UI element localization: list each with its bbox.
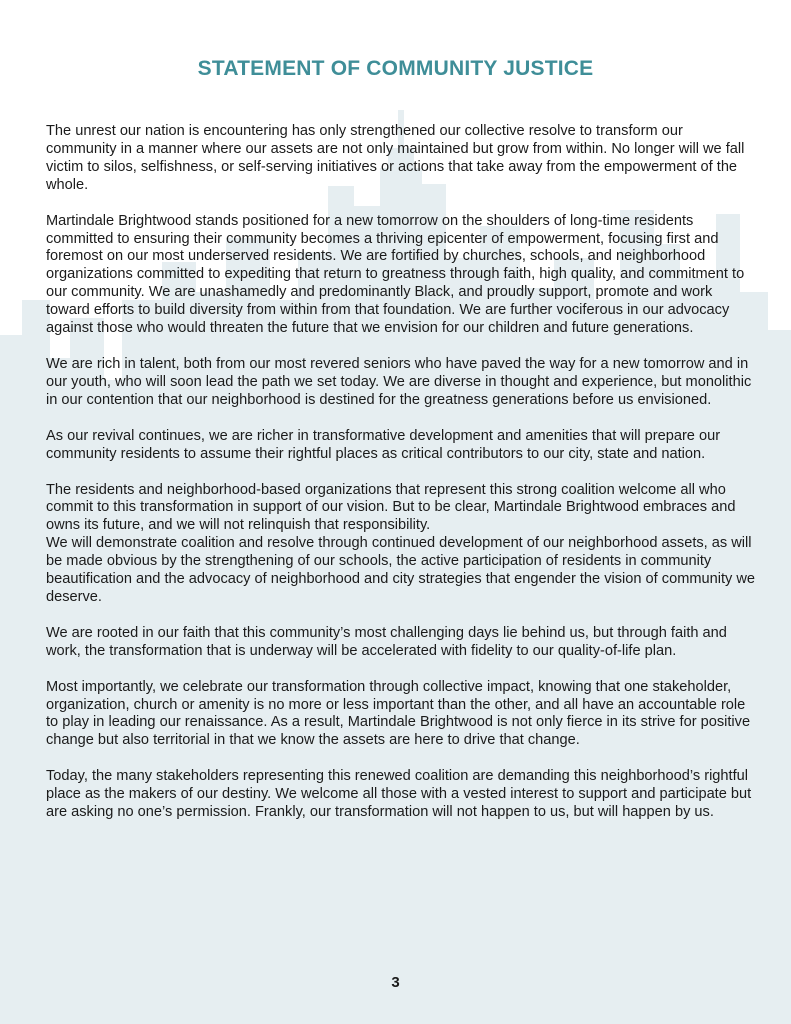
paragraph-3: We are rich in talent, both from our most revered seniors who have paved the way for a new tomorrow and in our youth, who will soon lead the path we set today. We are diverse in thought and experience, but monolithic in our contention that our neighborhood is destined for the greatness generations before us envisioned. [46,355,752,408]
page-number: 3 [391,974,400,991]
paragraph-4: As our revival continues, we are richer in transformative development and amenities that will prepare our community residents to assume their rightful places as critical contributors to our city, state and nation. [46,427,721,462]
paragraph-8: Most importantly, we celebrate our transformation through collective impact, knowing that one stakeholder, organization, church or amenity is no more or less important than the other, and all have an accountable role to play in leading our renaissance. As a result, Martindale Brightwood is not only fierce in its strive for positive change but also territorial in that we know the assets are here to drive that change. [46,678,751,749]
paragraph-1: The unrest our nation is encountering has only strengthened our collective resolve to transform our community in a manner where our assets are not only maintained but grow from within. No longer will we fall victim to silos, selfishness, or self-serving initiatives or actions that take away from the empowerment of the whole. [46,123,745,193]
paragraph-2: Martindale Brightwood stands positioned for a new tomorrow on the shoulders of long-time residents committed to ensuring their community becomes a thriving epicenter of empowerment, focusing first and foremost on our most underserved residents. We are fortified by churches, schools, and neighborhood organizations committed to expediting that return to greatness through faith, high quality, and commitment to our community. We are unashamedly and predominantly Black, and proudly support, promote and work toward efforts to build diversity from within from that foundation. We are further vociferous in our advocacy against those who would threaten the future that we envision for our children and future generations. [46,212,745,337]
paragraph-9: Today, the many stakeholders representing this renewed coalition are demanding this neighborhood’s rightful place as the makers of our destiny. We welcome all those with a vested interest to support and participate but are asking no one’s permission. Frankly, our transformation will not happen to us, but will happen by us. [46,768,752,821]
paragraph-5: The residents and neighborhood-based organizations that represent this strong coalition welcome all who commit to this transformation in support of our vision. But to be clear, Martindale Brightwood embraces and owns its future, and we will not relinquish that responsibility. [46,481,736,534]
paragraph-6: We will demonstrate coalition and resolve through continued development of our neighborhood assets, as will be made obvious by the strengthening of our schools, the active participation of residents in community beautification and the advocacy of neighborhood and city strategies that engender the vision of community we deserve. [46,535,756,605]
page-title: STATEMENT OF COMMUNITY JUSTICE [197,57,594,80]
paragraph-7: We are rooted in our faith that this community’s most challenging days lie behind us, but through faith and work, the transformation that is underway will be accelerated with fidelity to our quality-of-life plan. [46,624,727,659]
statement-body [46,123,756,840]
